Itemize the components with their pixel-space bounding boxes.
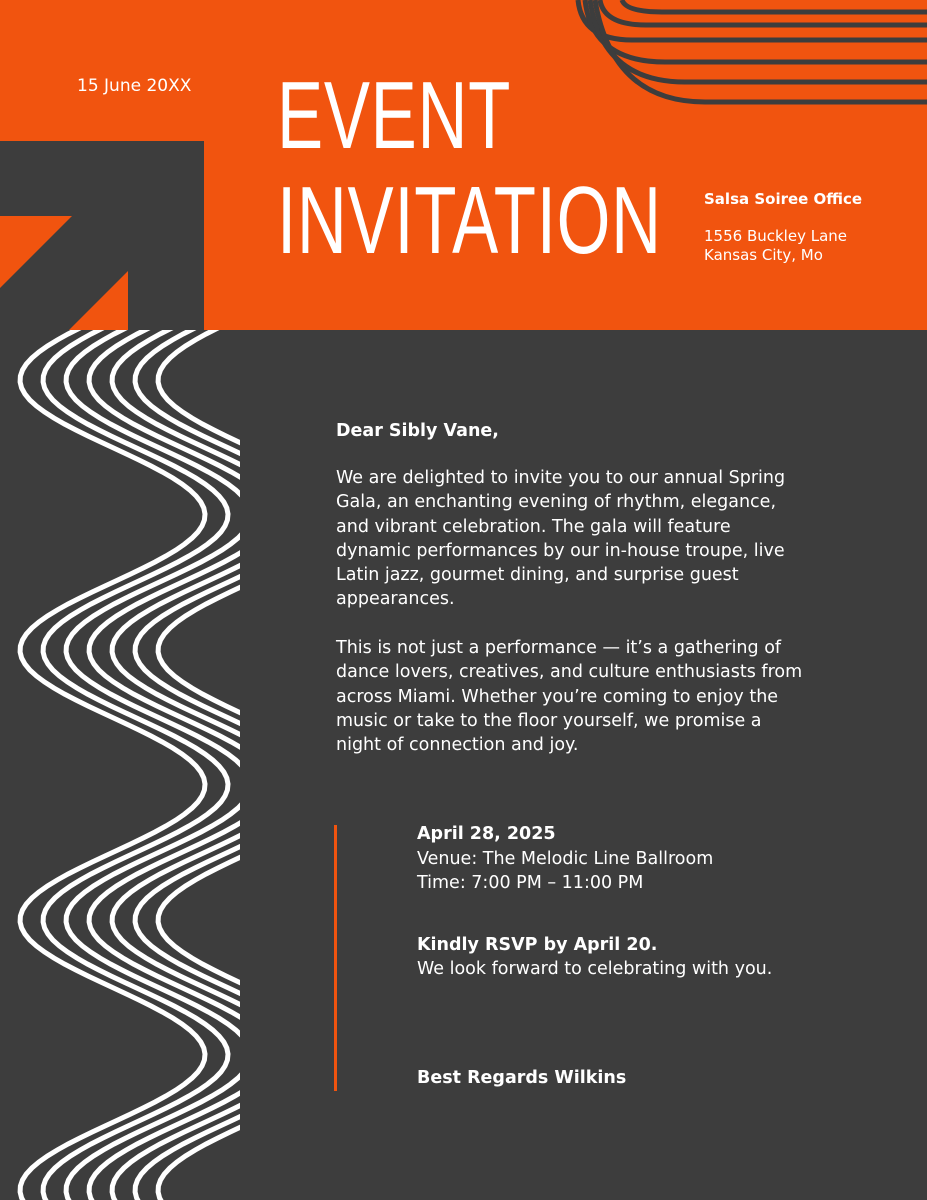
signoff: Best Regards Wilkins — [417, 1068, 627, 1088]
accent-divider — [334, 825, 337, 1091]
event-time: Time: 7:00 PM – 11:00 PM — [417, 873, 644, 893]
rsvp-note: Kindly RSVP by April 20. — [417, 935, 658, 955]
concentric-lines-graphic — [560, 0, 927, 141]
address-line-1: 1556 Buckley Lane — [704, 227, 847, 245]
office-name: Salsa Soiree Office — [704, 190, 863, 208]
letter-paragraph-1: We are delighted to invite you to our annual Spring Gala, an enchanting evening of rhythm, elegance, and vibrant celebration. The gala will feature dynamic performances by our in-house troupe, live Latin jazz, gourmet dining, and surprise guest appearances. — [336, 468, 786, 610]
invitation-date: 15 June 20XX — [77, 76, 192, 96]
diagonal-arrow-graphic — [0, 141, 210, 331]
title-event: EVENT — [277, 62, 512, 169]
closing-note: We look forward to celebrating with you. — [417, 959, 773, 979]
event-date: April 28, 2025 — [417, 824, 556, 844]
letter-paragraph-2: This is not just a performance — it’s a gathering of dance lovers, creatives, and culture enthusiasts from across Miami. Whether you’re coming to enjoy the music or take to the floor yourself, we promise a night of connection and joy. — [336, 638, 803, 756]
title-invitation: INVITATION — [277, 167, 662, 274]
event-venue: Venue: The Melodic Line Ballroom — [417, 849, 714, 869]
wave-line — [0, 330, 205, 1200]
wave-line — [59, 330, 240, 1200]
letter-greeting: Dear Sibly Vane, — [336, 421, 499, 441]
wave-lines-graphic — [0, 330, 240, 1200]
address-line-2: Kansas City, Mo — [704, 246, 823, 264]
